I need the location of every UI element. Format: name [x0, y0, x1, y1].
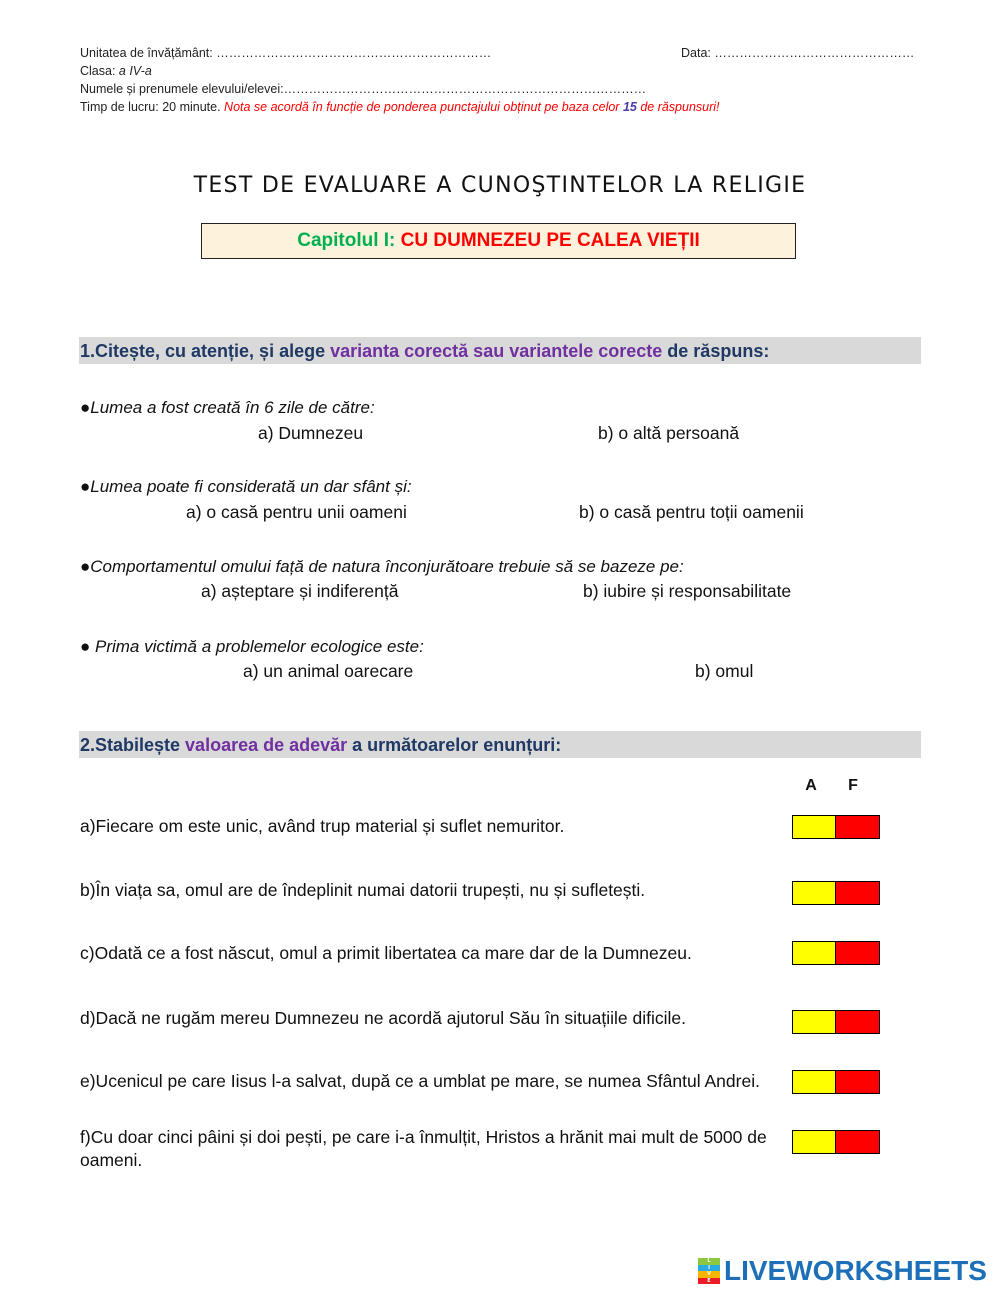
- logo-letter: I: [698, 1265, 720, 1272]
- chapter-label: Capitolul I:: [297, 230, 401, 251]
- question-3-option-a[interactable]: a) așteptare și indiferență: [201, 581, 399, 601]
- question-4-option-a[interactable]: a) un animal oarecare: [243, 661, 414, 681]
- statement-b: b)În viața sa, omul are de îndeplinit numai datorii trupești, nu și sufletești.: [80, 880, 646, 900]
- answer-true-box[interactable]: [792, 881, 836, 905]
- question-1-option-a[interactable]: a) Dumnezeu: [258, 423, 364, 443]
- answer-row-f: [792, 1130, 880, 1154]
- class-line: [80, 64, 152, 78]
- question-4-prompt: ● Prima victimă a problemelor ecologice este:: [80, 637, 424, 656]
- section2-heading-highlight: valoarea de adevăr: [185, 735, 348, 755]
- answer-row-a: [792, 815, 880, 839]
- page-title: TEST DE EVALUARE A CUNOŞTINTELOR LA RELIGIE: [193, 173, 807, 198]
- answer-row-b: [792, 881, 880, 905]
- section1-heading-end: de răspuns:: [662, 341, 770, 361]
- time-line: [80, 100, 720, 114]
- chapter-name: CU DUMNEZEU PE CALEA VIEȚII: [400, 230, 700, 251]
- grading-note: Nota se acordă în funcție de ponderea punctajului obținut pe baza celor: [224, 100, 623, 114]
- question-3-option-b[interactable]: b) iubire și responsabilitate: [583, 581, 792, 601]
- true-column-label: A: [805, 777, 817, 794]
- answer-false-box[interactable]: [836, 815, 880, 839]
- grading-note-end: de răspunsuri!: [636, 100, 720, 114]
- answer-true-box[interactable]: [792, 1070, 836, 1094]
- answer-true-box[interactable]: [792, 1010, 836, 1034]
- question-1-option-b[interactable]: b) o altă persoană: [598, 423, 740, 443]
- answer-false-box[interactable]: [836, 941, 880, 965]
- student-name-line: Numele și prenumele elevului/elevei:……………………………………………………………………………: [80, 82, 647, 96]
- chapter-box: [201, 223, 796, 259]
- question-1-prompt: ●Lumea a fost creată în 6 zile de către:: [80, 398, 375, 417]
- logo-letter: V: [698, 1271, 720, 1278]
- statement-c: c)Odată ce a fost născut, omul a primit libertatea ca mare dar de la Dumnezeu.: [80, 943, 692, 963]
- answer-true-box[interactable]: [792, 1130, 836, 1154]
- school-line: Unitatea de învățământ: …………………………………………………………: [80, 46, 492, 60]
- section1-heading-start: 1.Citește, cu atenție, și alege: [80, 341, 331, 361]
- liveworksheets-logo: LIVEWORKSHEETS: [724, 1255, 987, 1286]
- section2-heading-end: a următoarelor enunțuri:: [347, 735, 562, 755]
- time-label: Timp de lucru: 20 minute.: [80, 100, 225, 114]
- statement-a: a)Fiecare om este unic, având trup material și suflet nemuritor.: [80, 816, 565, 836]
- logo-letter: L: [698, 1258, 720, 1265]
- statement-f: f)Cu doar cinci pâini și doi pești, pe care i-a înmulțit, Hristos a hrănit mai mult de 5000 de oameni.: [80, 1127, 767, 1170]
- answer-false-box[interactable]: [836, 881, 880, 905]
- section1-heading-highlight: varianta corectă sau variantele corecte: [330, 341, 663, 361]
- section2-heading-start: 2.Stabilește: [80, 735, 186, 755]
- false-column-label: F: [848, 777, 858, 794]
- answer-count: 15: [622, 100, 637, 114]
- answer-false-box[interactable]: [836, 1130, 880, 1154]
- answer-row-d: [792, 1010, 880, 1034]
- class-label: Clasa:: [80, 64, 119, 78]
- question-2-prompt: ●Lumea poate fi considerată un dar sfânt și:: [80, 477, 412, 496]
- answer-false-box[interactable]: [836, 1070, 880, 1094]
- question-3-prompt: ●Comportamentul omului față de natura înconjurătoare trebuie să se bazeze pe:: [80, 557, 684, 576]
- question-2-option-a[interactable]: a) o casă pentru unii oameni: [186, 502, 407, 522]
- question-2-option-b[interactable]: b) o casă pentru toții oamenii: [579, 502, 804, 522]
- section2-heading: [79, 731, 921, 758]
- class-value: a IV-a: [118, 64, 152, 78]
- statement-d: d)Dacă ne rugăm mereu Dumnezeu ne acordă ajutorul Său în situațiile dificile.: [80, 1008, 687, 1028]
- answer-row-c: [792, 941, 880, 965]
- answer-row-e: [792, 1070, 880, 1094]
- section1-heading: [79, 337, 921, 364]
- answer-true-box[interactable]: [792, 815, 836, 839]
- date-line: Data: …………………………………………: [681, 46, 915, 60]
- question-4-option-b[interactable]: b) omul: [695, 661, 754, 681]
- statement-e: e)Ucenicul pe care Iisus l-a salvat, după ce a umblat pe mare, se numea Sfântul Andrei.: [80, 1071, 760, 1091]
- answer-false-box[interactable]: [836, 1010, 880, 1034]
- logo-letter: E: [698, 1278, 720, 1285]
- answer-true-box[interactable]: [792, 941, 836, 965]
- liveworksheets-logo-icon: [698, 1258, 720, 1284]
